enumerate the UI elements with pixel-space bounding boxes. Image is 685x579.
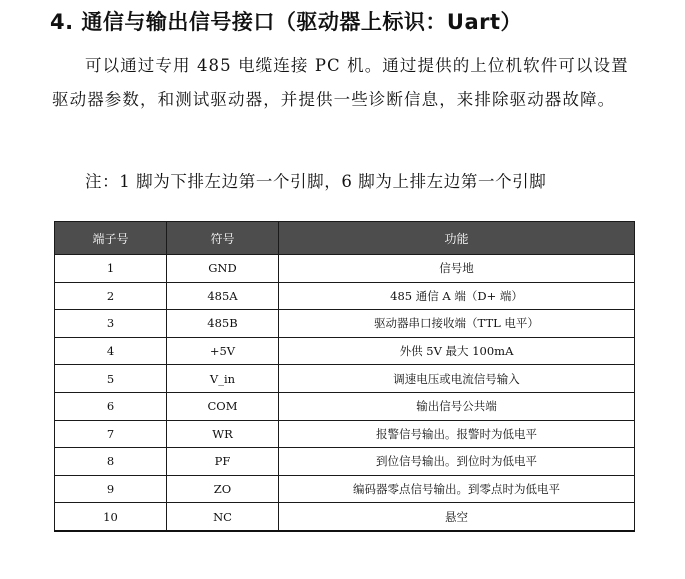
cell-terminal: 4 xyxy=(55,337,167,365)
table-row xyxy=(55,310,635,338)
cell-function: 信号地 xyxy=(279,255,635,283)
cell-symbol: PF xyxy=(167,448,279,476)
cell-symbol: ZO xyxy=(167,475,279,503)
table-row xyxy=(55,365,635,393)
pin-note: 注：1 脚为下排左边第一个引脚，6 脚为上排左边第一个引脚 xyxy=(85,172,547,191)
cell-symbol: 485B xyxy=(167,310,279,338)
cell-function: 外供 5V 最大 100mA xyxy=(279,337,635,365)
cell-symbol: WR xyxy=(167,420,279,448)
cell-symbol: GND xyxy=(167,255,279,283)
cell-terminal: 3 xyxy=(55,310,167,338)
table-row xyxy=(55,475,635,503)
cell-terminal: 2 xyxy=(55,282,167,310)
cell-function: 输出信号公共端 xyxy=(279,392,635,420)
cell-symbol: COM xyxy=(167,392,279,420)
table-row xyxy=(55,420,635,448)
cell-function: 报警信号输出。报警时为低电平 xyxy=(279,420,635,448)
cell-function: 编码器零点信号输出。到零点时为低电平 xyxy=(279,475,635,503)
table-row xyxy=(55,448,635,476)
table-row xyxy=(55,503,635,531)
cell-symbol: NC xyxy=(167,503,279,531)
section-heading: 4. 通信与输出信号接口（驱动器上标识：Uart） xyxy=(50,10,523,34)
cell-symbol: V_in xyxy=(167,365,279,393)
cell-terminal: 1 xyxy=(55,255,167,283)
cell-terminal: 10 xyxy=(55,503,167,531)
cell-function: 调速电压或电流信号输入 xyxy=(279,365,635,393)
cell-function: 悬空 xyxy=(279,503,635,531)
header-symbol: 符号 xyxy=(167,222,279,255)
pin-table xyxy=(54,221,635,532)
intro-paragraph: 可以通过专用 485 电缆连接 PC 机。通过提供的上位机软件可以设置驱动器参数，和测试驱动器，并提供一些诊断信息，来排除驱动器故障。 xyxy=(52,56,629,109)
table-row xyxy=(55,282,635,310)
table-row xyxy=(55,392,635,420)
header-function: 功能 xyxy=(279,222,635,255)
header-terminal: 端子号 xyxy=(55,222,167,255)
cell-function: 到位信号输出。到位时为低电平 xyxy=(279,448,635,476)
cell-symbol: +5V xyxy=(167,337,279,365)
cell-symbol: 485A xyxy=(167,282,279,310)
cell-terminal: 5 xyxy=(55,365,167,393)
cell-terminal: 7 xyxy=(55,420,167,448)
cell-function: 485 通信 A 端（D+ 端） xyxy=(279,282,635,310)
table-row xyxy=(55,337,635,365)
cell-function: 驱动器串口接收端（TTL 电平） xyxy=(279,310,635,338)
cell-terminal: 9 xyxy=(55,475,167,503)
table-header-row xyxy=(55,222,635,255)
cell-terminal: 8 xyxy=(55,448,167,476)
table-row xyxy=(55,255,635,283)
cell-terminal: 6 xyxy=(55,392,167,420)
